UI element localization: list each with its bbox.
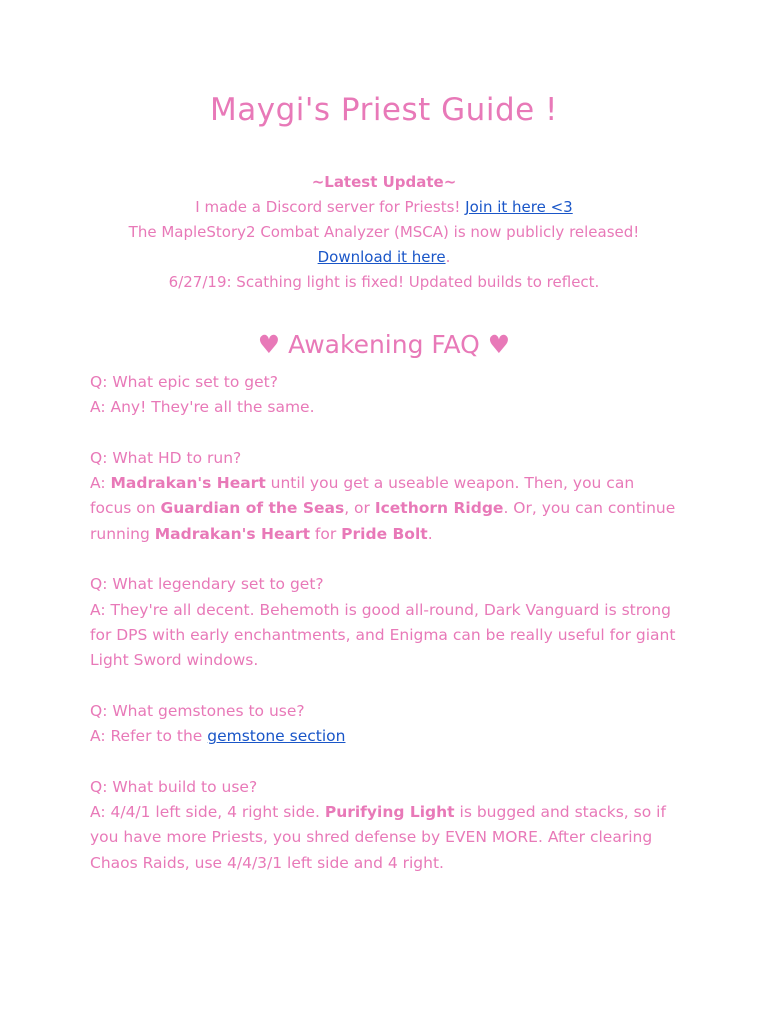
faq-question: Q: What build to use? (90, 777, 258, 796)
update-header: ~Latest Update~ (311, 173, 457, 191)
faq-answer: A: Any! They're all the same. (90, 398, 315, 417)
faq-answer-prefix: A: Refer to the (90, 727, 208, 746)
faq-answer-prefix: A: 4/4/1 left side, 4 right side. (90, 803, 325, 822)
faq-section (90, 370, 680, 901)
dungeon-name: Icethorn Ridge (374, 499, 504, 518)
dungeon-name: Madrakan's Heart (110, 474, 266, 493)
faq-item-gemstones (90, 699, 680, 750)
gemstone-section-link[interactable]: gemstone section (207, 727, 346, 746)
discord-link[interactable]: Join it here <3 (465, 198, 573, 216)
fix-note: 6/27/19: Scathing light is fixed! Updated builds to reflect. (168, 273, 600, 291)
faq-item-build (90, 775, 680, 876)
faq-question: Q: What legendary set to get? (90, 575, 324, 594)
faq-answer-prefix: A: (90, 474, 111, 493)
dungeon-name: Guardian of the Seas (160, 499, 345, 518)
faq-answer-text: . (427, 524, 433, 543)
faq-item-legendary-set (90, 572, 680, 673)
faq-question: Q: What HD to run? (90, 448, 242, 467)
msca-line: The MapleStory2 Combat Analyzer (MSCA) is now publicly released! (128, 223, 640, 241)
faq-answer-text: for (310, 524, 342, 543)
faq-answer-text: is bugged and stacks, so if you have more Priests, you shred defense by EVEN MORE. After clearing Chaos Raids, use 4/4/3/1 left side and 4 right. (90, 803, 666, 872)
page-title: Maygi's Priest Guide ! (210, 92, 558, 128)
download-line (0, 245, 768, 270)
discord-line (0, 195, 768, 220)
faq-item-epic-set (90, 370, 680, 421)
download-suffix: . (445, 248, 451, 266)
latest-update-section (0, 170, 768, 295)
download-link[interactable]: Download it here (317, 248, 446, 266)
faq-answer-text: , or (344, 499, 375, 518)
faq-heading: ♥ Awakening FAQ ♥ (257, 330, 511, 359)
dungeon-name: Pride Bolt (341, 524, 428, 543)
faq-answer: A: They're all decent. Behemoth is good all-round, Dark Vanguard is strong for DPS with early enchantments, and Enigma can be really useful for giant Light Sword windows. (90, 600, 676, 670)
faq-question: Q: What epic set to get? (90, 373, 278, 391)
faq-question: Q: What gemstones to use? (90, 701, 305, 720)
faq-item-hd (90, 446, 680, 547)
skill-name: Purifying Light (324, 803, 455, 822)
dungeon-name: Madrakan's Heart (154, 524, 310, 543)
faq-answer-text: until you get a useable weapon. Then, you can focus on (90, 474, 635, 518)
faq-answer-text: . Or, you can continue running (90, 499, 676, 543)
discord-text: I made a Discord server for Priests! (195, 198, 466, 216)
